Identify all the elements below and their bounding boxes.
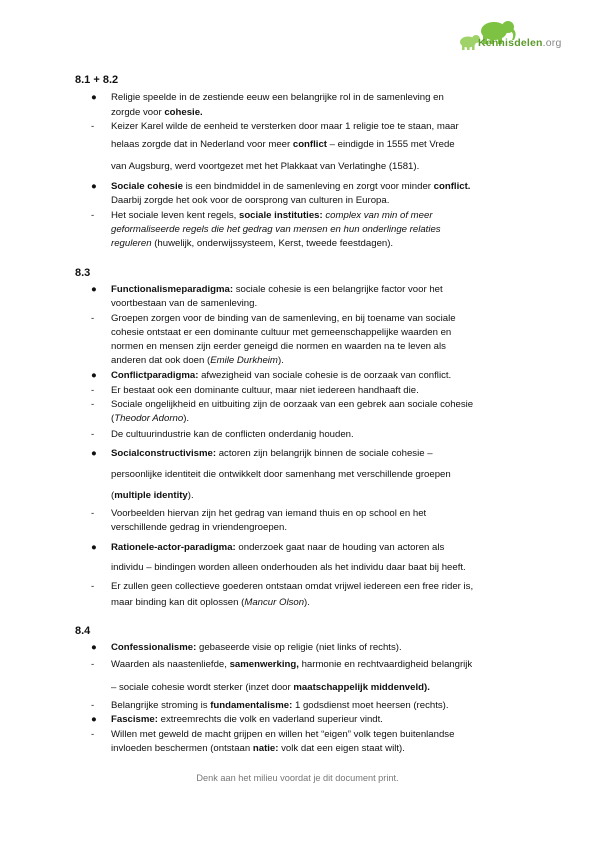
text-line: Functionalismeparadigma: sociale cohesie is een belangrijke factor voor het <box>111 284 443 295</box>
text-line: Willen met geweld de macht grijpen en willen het “eigen” volk tegen buitenlandse <box>111 729 455 740</box>
section-heading-8-3: 8.3 <box>75 267 91 279</box>
bullet-marker: ● <box>91 181 97 192</box>
dash-marker: - <box>91 385 95 396</box>
text-line: Er bestaat ook een dominante cultuur, maar niet iedereen handhaaft die. <box>111 385 419 396</box>
text-line: Keizer Karel wilde de eenheid te versterken door maar 1 religie toe te staan, maar <box>111 121 459 132</box>
bullet-marker: ● <box>91 284 97 295</box>
text-line: persoonlijke identiteit die ontwikkelt door samenhang met verschillende groepen <box>111 469 451 480</box>
text-line: anderen dat ook doen (Emile Durkheim). <box>111 355 284 366</box>
text-line: Er zullen geen collectieve goederen ontstaan omdat vrijwel iedereen een free rider is, <box>111 581 474 592</box>
text-line: De cultuurindustrie kan de conflicten onderdanig houden. <box>111 429 354 440</box>
text-line: Religie speelde in de zestiende eeuw een belangrijke rol in de samenleving en <box>111 92 444 103</box>
text-line: Waarden als naastenliefde, samenwerking, harmonie en rechtvaardigheid belangrijk <box>111 659 473 670</box>
bullet-marker: ● <box>91 92 97 103</box>
dash-marker: - <box>91 313 95 324</box>
text-line: geformaliseerde regels die het gedrag van mensen en hun onderlinge relaties <box>111 224 441 235</box>
dash-marker: - <box>91 210 95 221</box>
text-line: Sociale cohesie is een bindmiddel in de samenleving en zorgt voor minder conflict. <box>111 181 471 192</box>
bullet-marker: ● <box>91 448 97 459</box>
text-line: helaas zorgde dat in Nederland voor meer conflict – eindigde in 1555 met Vrede <box>111 139 455 150</box>
dash-marker: - <box>91 581 95 592</box>
text-line: Conflictparadigma: afwezigheid van sociale cohesie is de oorzaak van conflict. <box>111 370 452 381</box>
text-line: individu – bindingen worden alleen onderhouden als het individu daar baat bij heeft. <box>111 562 466 573</box>
dash-marker: - <box>91 508 95 519</box>
text-line: (Theodor Adorno). <box>111 413 190 424</box>
logo-wordmark: Kennisdelen.org <box>478 37 562 49</box>
text-line: cohesie ontstaat er een dominante cultuur met gemeenschappelijke waarden en <box>111 327 452 338</box>
dash-marker: - <box>91 729 95 740</box>
text-line: invloeden beschermen (ontstaan natie: volk dat een eigen staat wilt). <box>111 743 405 754</box>
text-line: Daarbij zorgde het ook voor de oorsprong van culturen in Europa. <box>111 195 390 206</box>
text-line: Groepen zorgen voor de binding van de samenleving, en bij toename van sociale <box>111 313 456 324</box>
text-line: voortbestaan van de samenleving. <box>111 298 258 309</box>
text-line: Socialconstructivisme: actoren zijn belangrijk binnen de sociale cohesie – <box>111 448 433 459</box>
text-line: (multiple identity). <box>111 490 194 501</box>
page-footer: Denk aan het milieu voordat je dit document print. <box>196 773 399 783</box>
section-heading-8-4: 8.4 <box>75 625 91 637</box>
text-line: normen en mensen zijn eerder geneigd die normen en waarden na te leven als <box>111 341 446 352</box>
text-line: – sociale cohesie wordt sterker (inzet door maatschappelijk middenveld). <box>111 682 430 693</box>
text-line: Voorbeelden hiervan zijn het gedrag van iemand thuis en op school en het <box>111 508 427 519</box>
dash-marker: - <box>91 700 95 711</box>
bullet-marker: ● <box>91 642 97 653</box>
kennisdelen-logo[interactable] <box>454 14 576 62</box>
dash-marker: - <box>91 121 95 132</box>
text-line: zorgde voor cohesie. <box>111 107 203 118</box>
text-line: Het sociale leven kent regels, sociale instituties: complex van min of meer <box>111 210 433 221</box>
section-heading-8-1: 8.1 + 8.2 <box>75 74 119 86</box>
bullet-marker: ● <box>91 542 97 553</box>
dash-marker: - <box>91 659 95 670</box>
text-line: maar binding kan dit oplossen (Mancur Olson). <box>111 597 310 608</box>
text-line: Rationele-actor-paradigma: onderzoek gaat naar de houding van actoren als <box>111 542 445 553</box>
dash-marker: - <box>91 399 95 410</box>
text-line: van Augsburg, werd voortgezet met het Plakkaat van Verlatinghe (1581). <box>111 161 420 172</box>
bullet-marker: ● <box>91 370 97 381</box>
dash-marker: - <box>91 429 95 440</box>
text-line: Confessionalisme: gebaseerde visie op religie (niet links of rechts). <box>111 642 402 653</box>
bullet-marker: ● <box>91 714 97 725</box>
text-line: Fascisme: extreemrechts die volk en vaderland superieur vindt. <box>111 714 383 725</box>
text-line: verschillende gedrag in vriendengroepen. <box>111 522 288 533</box>
text-line: reguleren (huwelijk, onderwijssysteem, Kerst, tweede feestdagen). <box>111 238 394 249</box>
text-line: Belangrijke stroming is fundamentalisme: 1 godsdienst moet heersen (rechts). <box>111 700 449 711</box>
text-line: Sociale ongelijkheid en uitbuiting zijn de oorzaak van een gebrek aan sociale cohesie <box>111 399 474 410</box>
